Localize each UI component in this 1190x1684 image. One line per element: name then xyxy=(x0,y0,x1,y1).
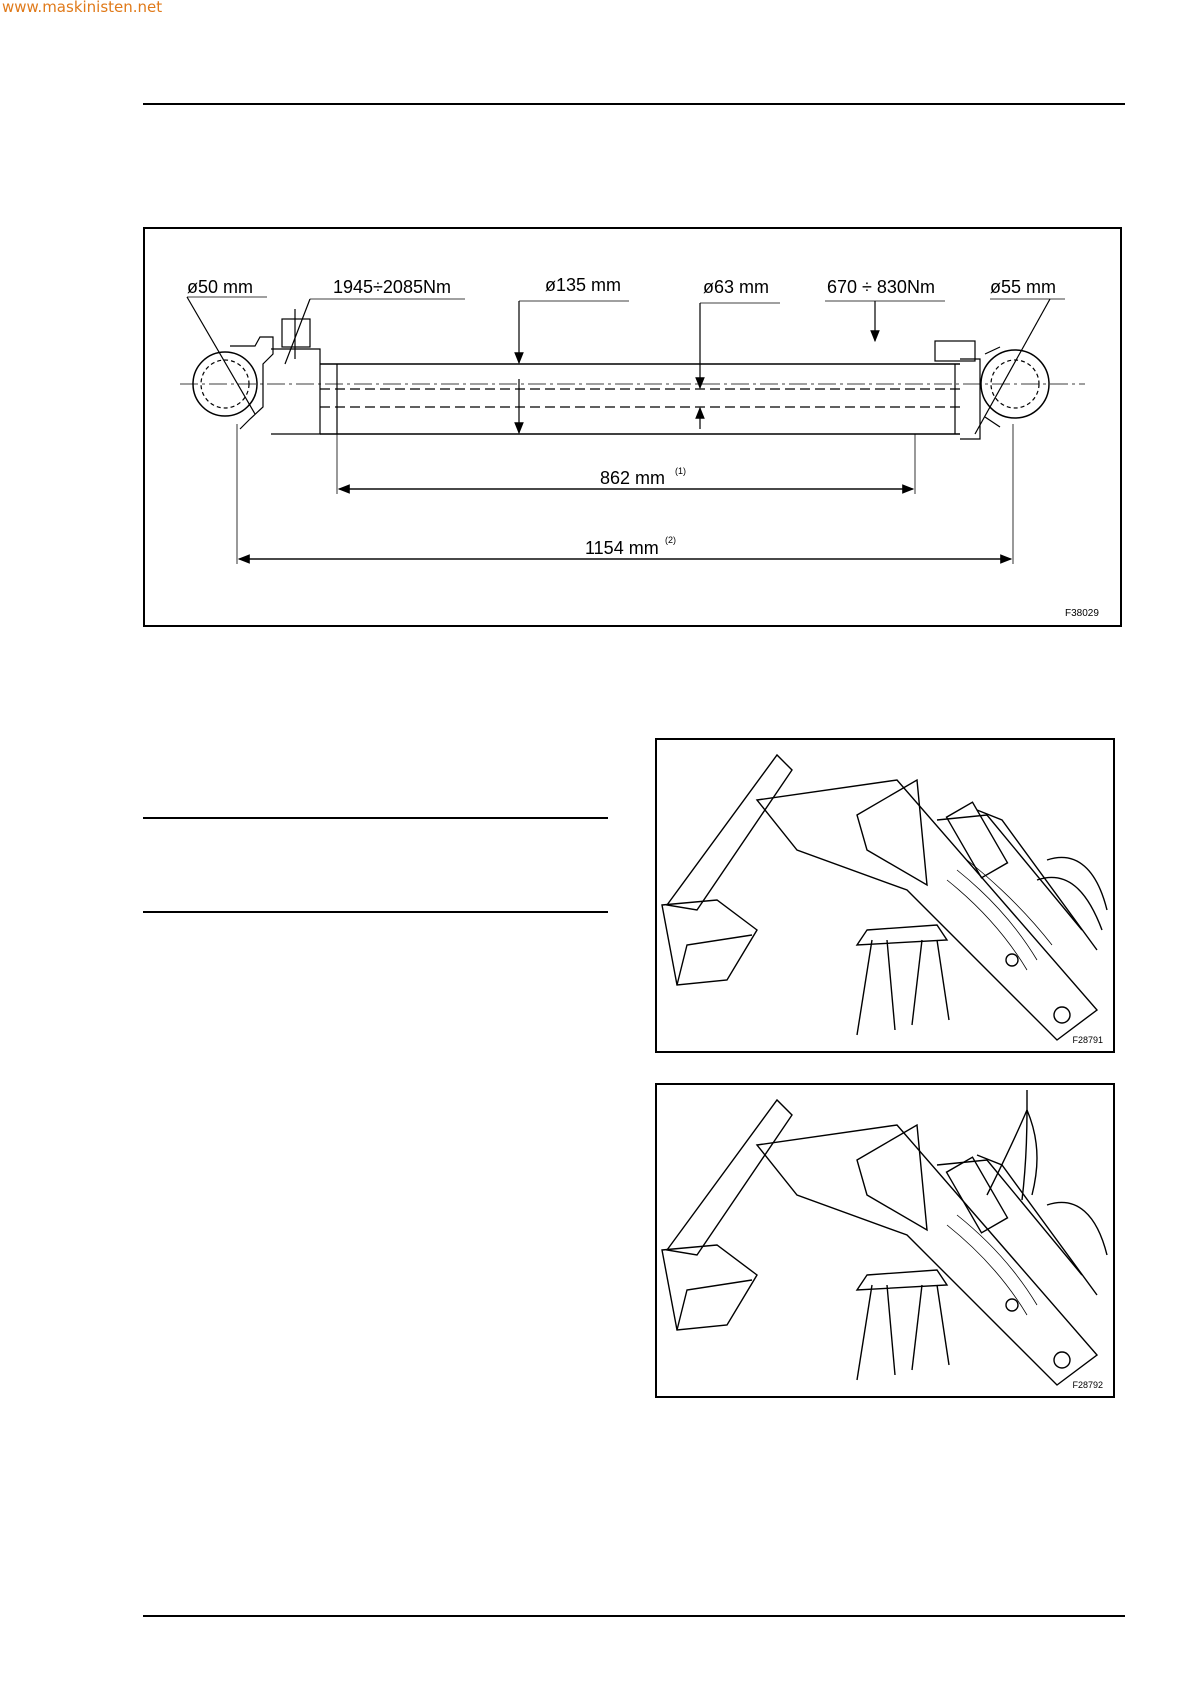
cylinder-dimension-figure xyxy=(143,227,1122,627)
cylinder-drawing xyxy=(145,229,1120,625)
backhoe-illustration-2 xyxy=(657,1085,1113,1396)
stroke-footnote-marker: (1) xyxy=(675,466,686,476)
footer-rule xyxy=(143,1615,1125,1617)
photo-1-ref: F28791 xyxy=(1072,1035,1103,1045)
length-dimension-label: 1154 mm xyxy=(585,538,659,558)
base-eye-diameter-label: ø55 mm xyxy=(990,277,1057,297)
backhoe-photo-2 xyxy=(655,1083,1115,1398)
section-rule-bottom xyxy=(143,911,608,913)
rod-eye-diameter-label: ø50 mm xyxy=(187,277,254,297)
head-torque-label: 1945÷2085Nm xyxy=(333,277,451,297)
backhoe-photo-1 xyxy=(655,738,1115,1053)
header-rule xyxy=(143,103,1125,105)
watermark-link[interactable]: www.maskinisten.net xyxy=(2,0,163,16)
backhoe-illustration-1 xyxy=(657,740,1113,1051)
piston-torque-label: 670 ÷ 830Nm xyxy=(827,277,935,297)
photo-2-ref: F28792 xyxy=(1072,1380,1103,1390)
figure-ref: F38029 xyxy=(1065,608,1099,619)
rod-diameter-label: ø63 mm xyxy=(703,277,770,297)
stroke-dimension-label: 862 mm xyxy=(600,468,666,488)
bore-diameter-label: ø135 mm xyxy=(545,275,622,295)
length-footnote-marker: (2) xyxy=(665,535,676,545)
section-rule-top xyxy=(143,817,608,819)
